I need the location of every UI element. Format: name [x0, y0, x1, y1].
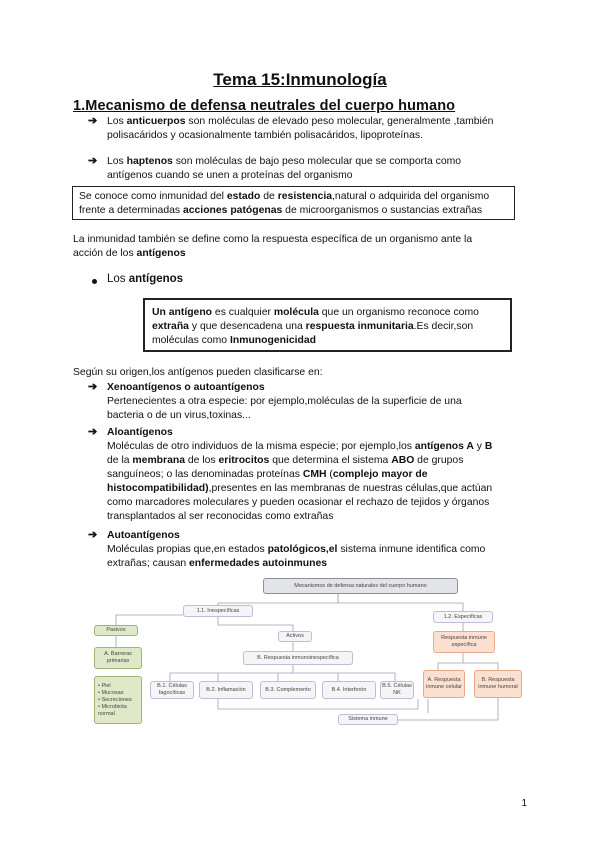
diagram-activos-node: Activos	[278, 631, 312, 642]
diagram-barreras-list: • Piel • Mucosas • Secreciones • Microbiota normal	[94, 676, 142, 724]
section-heading: 1.Mecanismo de defensa neutrales del cuerpo humano	[73, 98, 456, 114]
diagram-inflamacion-node: B.2. Inflamación	[199, 681, 253, 699]
aloantigenos-item: Aloantígenos Moléculas de otro individuos de la misma especie; por ejemplo,los antígenos A y B de la membrana de los eritrocitos que determina el sistema ABO de grupos sanguíneos; o las denominadas proteínas CMH (complejo mayor de histocompatibilidad),presentes en las membranas de nuestras células,que actúan como marcadores moleculares y pueden ocasionar el rechazo de tejidos y órganos transplantados al ser reconocidas como extrañas	[107, 427, 493, 522]
diagram-especificas-node: 1.2. Específicas	[433, 611, 493, 623]
diagram-barreras-node: A. Barreras primarias	[94, 647, 142, 669]
arrow-icon: ➔	[88, 529, 98, 541]
immunity-paragraph: La inmunidad también se define como la respuesta específica de un organismo ante la acción de los antígenos	[73, 234, 473, 259]
haptenos-text: Los haptenos son moléculas de bajo peso molecular que se comporta como antígenos cuando se unen a proteínas del organismo	[107, 156, 462, 181]
page-title: Tema 15:Inmunología	[213, 70, 387, 89]
diagram-inespecificas-node: 1.1. Inespecíficas	[183, 605, 253, 617]
anticuerpos-text: Los anticuerpos son moléculas de elevado peso molecular, generalmente ,también polisacáridos y ocasionalmente también polisacáridos, lipoproteínas.	[107, 116, 494, 141]
arrow-icon: ➔	[88, 115, 98, 127]
diagram-nk-node: B.5. Células NK	[380, 681, 414, 699]
page-number: 1	[521, 798, 527, 809]
arrow-icon: ➔	[88, 381, 98, 393]
diagram-celular-node: A. Respuesta inmune celular	[423, 670, 465, 698]
diagram-respuesta-especifica-node: Respuesta inmune específica	[433, 631, 495, 653]
arrow-icon: ➔	[88, 155, 98, 167]
arrow-icon: ➔	[88, 426, 98, 438]
diagram-humoral-node: B. Respuesta inmune humoral	[474, 670, 522, 698]
diagram-interferon-node: B.4. Interferón	[322, 681, 376, 699]
antigen-definition-box: Un antígeno es cualquier molécula que un organismo reconoce como extraña y que desencadena una respuesta inmunitaria.Es decir,son moléculas como Inmunogenicidad	[143, 298, 512, 352]
diagram-fagociticas-node: B.1. Células fagocíticas	[150, 681, 194, 699]
diagram-respuesta-inespecifica-node: B. Respuesta inmunoinespecífica	[243, 651, 353, 665]
antigenos-bullet: Los antígenos	[107, 273, 184, 285]
classification-intro: Según su origen,los antígenos pueden clasificarse en:	[73, 367, 323, 378]
autoantigenos-item: Autoantígenos Moléculas propias que,en estados patológicos,el sistema inmune identifica como extrañas; causan enfermedades autoinmunes	[107, 530, 486, 569]
diagram-complemento-node: B.3. Complemento	[260, 681, 316, 699]
diagram-pasivos-node: Pasivos	[94, 625, 138, 636]
bullet-icon	[92, 279, 97, 284]
immunity-definition-box: Se conoce como inmunidad del estado de resistencia,natural o adquirida del organismo frente a determinadas acciones patógenas de microorganismos o sustancias extrañas	[72, 186, 515, 220]
diagram-sistema-inmune-node: Sistema inmune	[338, 714, 398, 725]
diagram-root-node: Mecanismos de defensa naturales del cuerpo humano	[263, 578, 458, 594]
xenoantigenos-item: Xenoantígenos o autoantígenos Pertenecientes a otra especie: por ejemplo,moléculas de la superficie de una bacteria o de un virus,toxinas...	[107, 382, 462, 421]
defense-mechanisms-diagram	[88, 575, 528, 730]
